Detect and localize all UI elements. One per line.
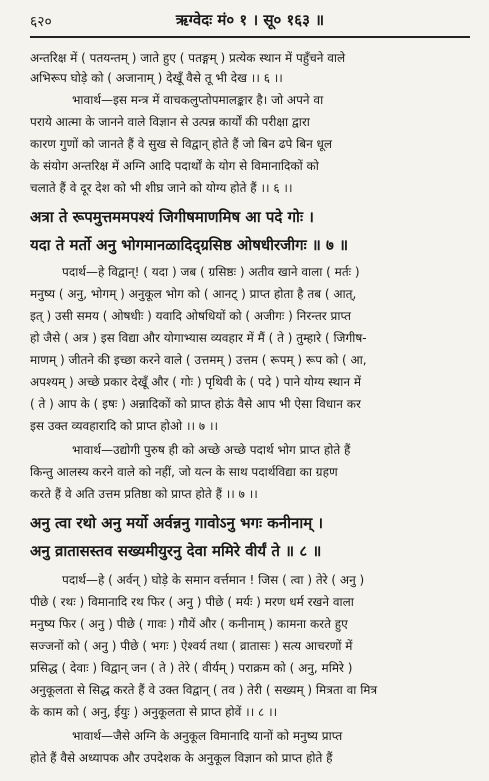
text-line: हो जैसे ( अत्र ) इस विद्या और योगाभ्यास व्यवहार में मैं ( ते ) तुम्हारे ( जिगीष-: [30, 331, 367, 345]
text-line: किन्तु आलस्य करने वाले को नहीं, जो यत्न के साथ पदार्थविद्या का ग्रहण: [30, 465, 338, 479]
mantra-line: अनु त्वा रथो अनु मर्यो अर्वन्ननु गावोऽनु भगः कनीनाम् ।: [30, 514, 324, 532]
text-line: पीछे ( रथः ) विमानादि रथ फिर ( अनु ) पीछे ( मर्यः ) मरण धर्म रखने वाला: [30, 595, 354, 609]
bhavartha-line: भावार्थ—उद्योगी पुरुष ही को अच्छे अच्छे पदार्थ भोग प्राप्त होते हैं: [72, 443, 351, 457]
text-line: इत् ) उसी समय ( ओषधीः ) यवादि ओषधियों को ( अजीगः ) निरन्तर प्राप्त: [30, 309, 351, 323]
running-title: ऋग्वेदः मं० १ । सू० १६३ ॥: [175, 11, 325, 29]
padartha-line: पदार्थ—हे विद्वान्! ( यदा ) जब ( ग्रसिष्ठः ) अतीव खाने वाला ( मर्तः ): [62, 265, 360, 279]
mantra-line: यदा ते मर्तो अनु भोगमानळादिद्ग्रसिष्ठ ओषधीरजीगः ॥ ७ ॥: [30, 236, 349, 254]
text-line: अनुकूलता से सिद्ध करते हैं वे उक्त विद्वान् ( तव ) तेरी ( सख्यम् ) मित्रता वा मित्र: [30, 683, 378, 697]
text-line: करते हैं वे अति उत्तम प्रतिष्ठा को प्राप्त होते हैं ।। ७ ।।: [30, 487, 258, 501]
text-line: ( ते ) आप के ( इषः ) अन्नादिकों को प्राप्त होऊं वैसे आप भी ऐसा विधान कर: [30, 397, 361, 411]
text-line: चलाते हैं वे दूर देश को भी शीघ्र जाने को योग्य होते हैं ।। ६ ।।: [30, 181, 293, 195]
text-line: सज्जनों को ( अनु ) पीछे ( भगः ) ऐश्वर्य तथा ( व्रातासः ) सत्य आचरणों में: [30, 639, 353, 653]
bhavartha-line: भावार्थ—इस मन्त्र में वाचकलुप्तोपमालङ्कार है। जो अपने वा: [72, 93, 324, 107]
header-rule: [30, 36, 470, 38]
text-line: मनुष्य फिर ( अनु ) पीछे ( गावः ) गौयें और ( कनीनाम् ) कामना करते हुए: [30, 617, 348, 631]
text-line: पराये आत्मा के जानने वाले विज्ञान से उत्पन्न कार्यों की परीक्षा द्वारा: [30, 115, 310, 129]
text-line: मनुष्य ( अनु, भोगम् ) अनुकूल भोग को ( आनट् ) प्राप्त होता है तब ( आत्,: [30, 287, 357, 301]
text-line: इस उक्त व्यवहारादि को प्राप्त होओ ।। ७ ।।: [30, 419, 219, 433]
text-line: होते हैं वैसे अध्यापक और उपदेशक के अनुकूल विज्ञान को प्राप्त होते हैं: [30, 751, 333, 765]
bhavartha-line: भावार्थ—जैसे अग्नि के अनुकूल विमानादि यानों को मनुष्य प्राप्त: [72, 729, 343, 743]
padartha-line: पदार्थ—हे ( अर्वन् ) घोड़े के समान वर्त्तमान ! जिस ( त्वा ) तेरे ( अनु ): [62, 573, 365, 587]
mantra-line: अनु व्रातासस्तव सख्यमीयुरनु देवा ममिरे वीर्यं ते ॥ ८ ॥: [30, 542, 322, 560]
page-header: [30, 8, 470, 34]
text-line: माणम् ) जीतने की इच्छा करने वाले ( उत्तमम् ) उत्तम ( रूपम् ) रूप को ( आ,: [30, 353, 367, 367]
mantra-line: अत्रा ते रूपमुत्तममपश्यं जिगीषमाणमिष आ पदे गोः ।: [30, 208, 314, 226]
text-line: के काम को ( अनु, ईयुः ) अनुकूलता से प्राप्त होवें ।। ८ ।।: [30, 705, 278, 719]
text-line: अन्तरिक्ष में ( पतयन्तम् ) जाते हुए ( पतङ्गम् ) प्रत्येक स्थान में पहुँचने वाले: [30, 51, 346, 65]
text-line: कारण गुणों को जानते हैं वे सुख से विद्वान् होते हैं जो बिन ढपे बिन धूल: [30, 137, 333, 151]
text-line: अपश्यम् ) अच्छे प्रकार देखूँ और ( गोः ) पृथिवी के ( पदे ) पाने योग्य स्थान में: [30, 375, 361, 389]
text-line: प्रसिद्ध ( देवाः ) विद्वान् जन ( ते ) तेरे ( वीर्यम् ) पराक्रम को ( अनु, ममिरे ): [30, 661, 353, 675]
text-line: के संयोग अन्तरिक्ष में अग्नि आदि पदार्थों के योग से विमानादिकों को: [30, 159, 319, 173]
page-number: ६२०: [30, 14, 52, 30]
text-line: अभिरूप घोड़े को ( अजानाम् ) देखूँ वैसे तू भी देख ।। ६ ।।: [30, 71, 283, 85]
